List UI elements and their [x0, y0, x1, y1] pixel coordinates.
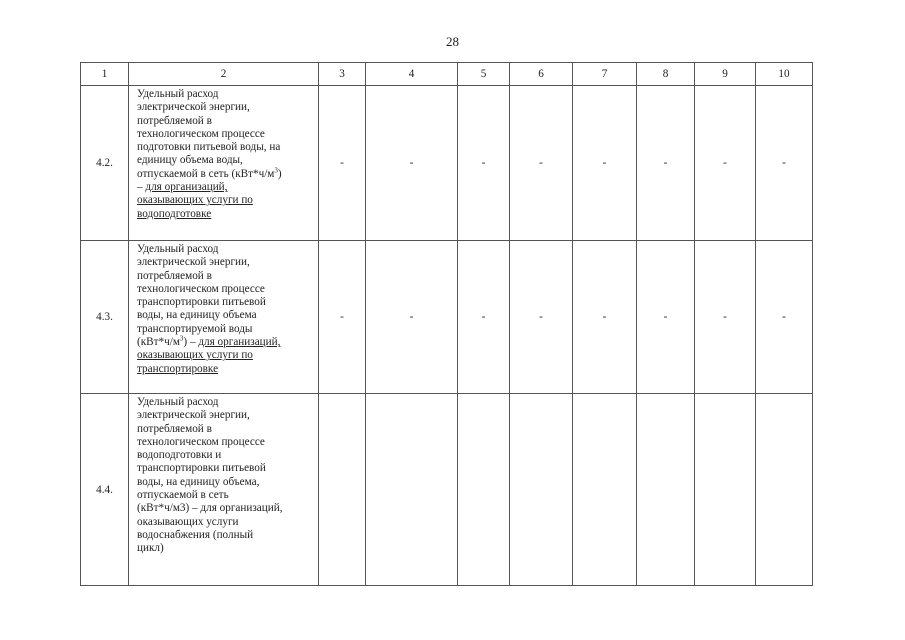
column-header: 7: [573, 63, 637, 86]
text-segment: (кВт*ч/м: [137, 336, 180, 349]
value-cell: [756, 394, 813, 586]
column-header: 9: [695, 63, 756, 86]
value-cell: [366, 394, 458, 586]
page-number: 28: [446, 34, 459, 49]
text-segment: цикл): [137, 542, 164, 555]
value-cell: [458, 394, 510, 586]
value-cell: -: [510, 241, 573, 394]
value-cell: -: [756, 86, 813, 241]
text-segment: Удельный расход: [137, 243, 219, 255]
text-segment: транспортируемой воды: [137, 322, 253, 335]
indicator-description: [129, 241, 319, 394]
text-segment: для организаций,: [198, 336, 281, 349]
value-cell: [319, 394, 366, 586]
text-segment: электрической энергии,: [137, 101, 250, 114]
column-header: 5: [458, 63, 510, 86]
text-segment: воды, на единицу объема: [137, 309, 257, 322]
text-segment: (кВт*ч/м3) – для организаций,: [137, 502, 283, 515]
text-segment: транспортировки питьевой: [137, 462, 266, 475]
row-number: 4.3.: [81, 241, 129, 394]
text-segment: технологическом процессе: [137, 435, 265, 448]
text-segment: отпускаемой в сеть (кВт*ч/м: [137, 167, 275, 180]
text-segment: Удельный расход: [137, 88, 219, 100]
value-cell: -: [573, 241, 637, 394]
text-segment: потребляемой в: [137, 269, 212, 282]
text-segment: для организаций,: [145, 181, 228, 194]
value-cell: -: [695, 241, 756, 394]
column-header: 4: [366, 63, 458, 86]
text-segment: электрической энергии,: [137, 409, 250, 422]
column-header: 8: [637, 63, 695, 86]
value-cell: -: [366, 86, 458, 241]
text-segment: воды, на единицу объема,: [137, 475, 260, 488]
value-cell: -: [366, 241, 458, 394]
header-row: [81, 63, 813, 86]
value-cell: -: [458, 241, 510, 394]
text-segment: оказывающих услуги по: [137, 349, 253, 362]
text-segment: отпускаемой в сеть: [137, 489, 229, 502]
text-segment: 3: [179, 334, 184, 343]
table-row: [81, 241, 813, 394]
value-cell: -: [510, 86, 573, 241]
text-segment: потребляемой в: [137, 422, 212, 435]
indicator-description: [129, 394, 319, 586]
value-cell: -: [458, 86, 510, 241]
text-segment: ): [277, 167, 282, 180]
value-cell: -: [637, 241, 695, 394]
column-header: 1: [81, 63, 129, 86]
table-row: [81, 394, 813, 586]
text-segment: технологическом процессе: [137, 282, 265, 295]
text-segment: водоподготовки и: [137, 449, 222, 462]
value-cell: [637, 394, 695, 586]
text-segment: потребляемой в: [137, 114, 212, 127]
row-number: 4.4.: [81, 394, 129, 586]
text-segment: водоподготовке: [137, 207, 212, 220]
text-segment: подготовки питьевой воды, на: [137, 141, 281, 154]
column-header: 2: [129, 63, 319, 86]
text-segment: 3: [274, 166, 278, 175]
text-segment: оказывающих услуги: [137, 515, 239, 528]
text-segment: электрической энергии,: [137, 256, 250, 269]
text-segment: –: [137, 181, 146, 194]
text-segment: транспортировке: [137, 362, 219, 375]
value-cell: -: [637, 86, 695, 241]
text-segment: технологическом процессе: [137, 127, 265, 140]
value-cell: -: [319, 86, 366, 241]
indicator-table: [80, 62, 813, 586]
value-cell: [695, 394, 756, 586]
text-segment: оказывающих услуги по: [137, 194, 253, 207]
text-segment: ) –: [183, 336, 199, 349]
indicator-description: [129, 86, 319, 241]
text-segment: единицу объема воды,: [137, 154, 243, 167]
text-segment: транспортировки питьевой: [137, 296, 266, 309]
value-cell: -: [573, 86, 637, 241]
text-segment: водоснабжения (полный: [137, 528, 254, 541]
column-header: 6: [510, 63, 573, 86]
value-cell: -: [756, 241, 813, 394]
value-cell: [510, 394, 573, 586]
column-header: 3: [319, 63, 366, 86]
table-row: [81, 86, 813, 241]
value-cell: [573, 394, 637, 586]
row-number: 4.2.: [81, 86, 129, 241]
text-segment: Удельный расход: [137, 396, 219, 408]
value-cell: -: [695, 86, 756, 241]
column-header: 10: [756, 63, 813, 86]
value-cell: -: [319, 241, 366, 394]
